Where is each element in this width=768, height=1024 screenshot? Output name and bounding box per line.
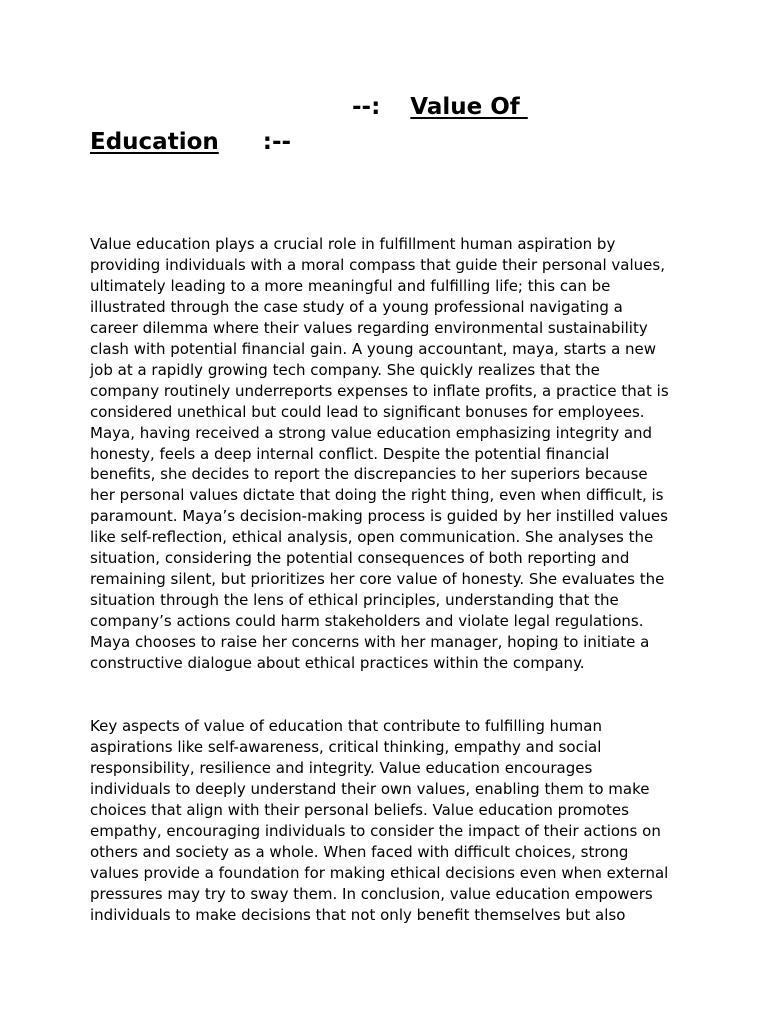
paragraph-line: situation through the lens of ethical principles, understanding that the: [90, 591, 619, 610]
paragraph-line: benefits, she decides to report the discrepancies to her superiors because: [90, 465, 648, 484]
body-paragraph-1: [90, 234, 690, 674]
paragraph-line: clash with potential financial gain. A young accountant, maya, starts a new: [90, 339, 657, 358]
title-word-value-of: Value Of: [410, 94, 528, 120]
paragraph-line: honesty, feels a deep internal conflict. Despite the potential financial: [90, 444, 610, 463]
paragraph-line: paramount. Maya’s decision-making process is guided by her instilled values: [90, 507, 668, 526]
paragraph-line: pressures may try to sway them. In conclusion, value education empowers: [90, 884, 653, 903]
paragraph-line: empathy, encouraging individuals to consider the impact of their actions on: [90, 821, 661, 840]
paragraph-line: Maya chooses to raise her concerns with her manager, hoping to initiate a: [90, 633, 650, 652]
paragraph-line: illustrated through the case study of a young professional navigating a: [90, 297, 623, 316]
paragraph-line: considered unethical but could lead to significant bonuses for employees.: [90, 402, 645, 421]
paragraph-line: company’s actions could harm stakeholders and violate legal regulations.: [90, 612, 644, 631]
paragraph-line: responsibility, resilience and integrity. Value education encourages: [90, 758, 593, 777]
paragraph-line: Key aspects of value of education that contribute to fulfilling human: [90, 717, 602, 735]
body-paragraph-2: [90, 716, 690, 926]
paragraph-line: company routinely underreports expenses to inflate profits, a practice that is: [90, 381, 669, 400]
paragraph-line: individuals to deeply understand their own values, enabling them to make: [90, 779, 650, 798]
title-line-1: [352, 93, 528, 121]
title-suffix: :--: [262, 129, 292, 155]
title-word-education: Education: [90, 129, 219, 155]
paragraph-line: Maya, having received a strong value education emphasizing integrity and: [90, 423, 653, 442]
paragraph-line: her personal values dictate that doing the right thing, even when difficult, is: [90, 486, 664, 505]
paragraph-line: like self-reflection, ethical analysis, open communication. She analyses the: [90, 528, 654, 547]
paragraph-line: career dilemma where their values regarding environmental sustainability: [90, 318, 648, 337]
paragraph-line: others and society as a whole. When faced with difficult choices, strong: [90, 842, 629, 861]
paragraph-line: constructive dialogue about ethical practices within the company.: [90, 654, 585, 673]
title-line-2: [90, 128, 291, 156]
paragraph-line: values provide a foundation for making ethical decisions even when external: [90, 863, 669, 882]
paragraph-line: remaining silent, but prioritizes her core value of honesty. She evaluates the: [90, 570, 665, 589]
paragraph-line: choices that align with their personal beliefs. Value education promotes: [90, 800, 629, 819]
paragraph-line: aspirations like self-awareness, critical thinking, empathy and social: [90, 737, 602, 756]
paragraph-line: ultimately leading to a more meaningful and fulfilling life; this can be: [90, 276, 611, 295]
paragraph-line: individuals to make decisions that not only benefit themselves but also: [90, 905, 626, 924]
paragraph-line: Value education plays a crucial role in fulfillment human aspiration by: [90, 235, 616, 253]
paragraph-line: job at a rapidly growing tech company. She quickly realizes that the: [90, 360, 600, 379]
paragraph-line: providing individuals with a moral compass that guide their personal values,: [90, 255, 665, 274]
paragraph-line: situation, considering the potential consequences of both reporting and: [90, 549, 630, 568]
title-prefix: --:: [352, 94, 381, 120]
